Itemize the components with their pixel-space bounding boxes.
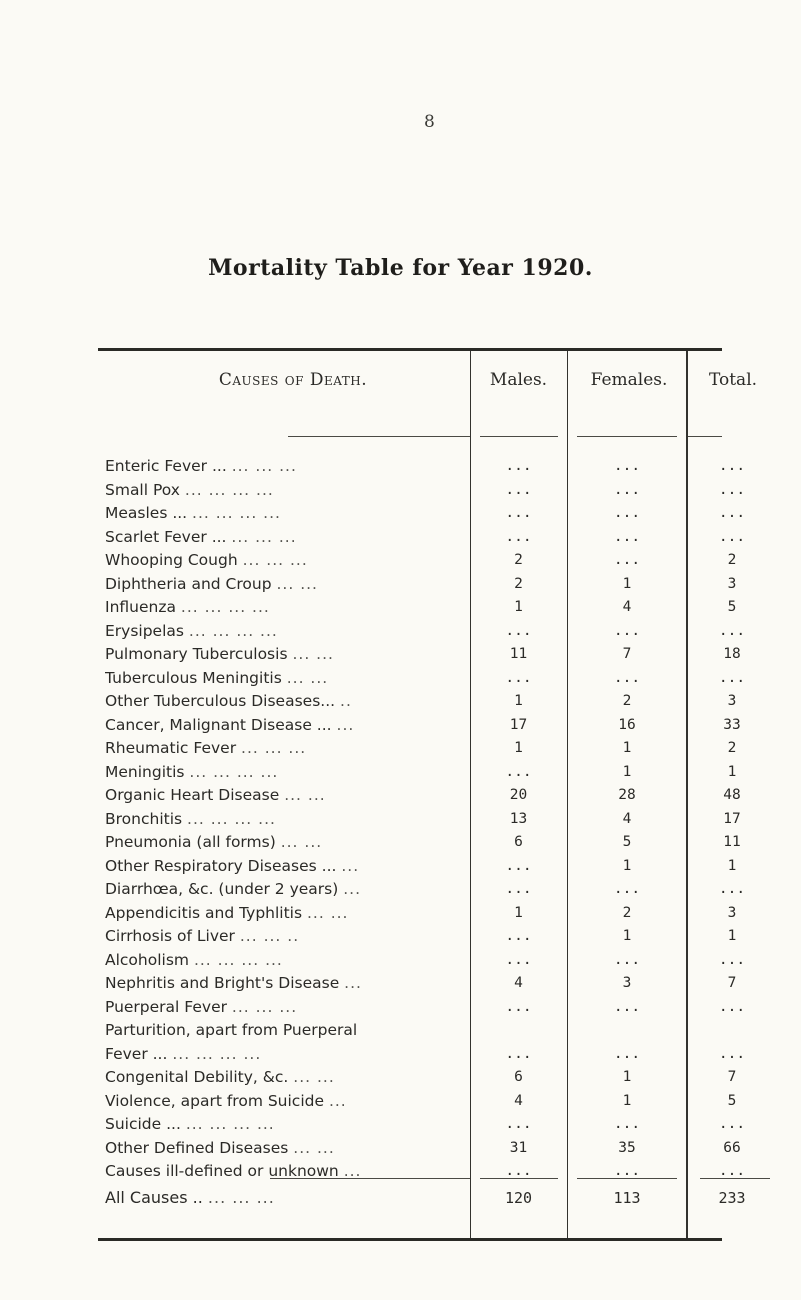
cause-label: Influenza	[105, 598, 176, 616]
header-rule-causes	[288, 436, 470, 437]
cause-cell	[105, 903, 470, 923]
females-cell: ...	[613, 669, 641, 686]
females-cell: 1	[622, 857, 632, 874]
females-cell: 5	[622, 834, 632, 850]
leader-dots: ... ... ... ...	[192, 504, 281, 522]
table-row	[0, 480, 801, 500]
total-cell: 11	[723, 834, 741, 850]
leader-dots: ... ... ... ...	[187, 809, 276, 828]
leader-dots: ...	[341, 856, 360, 875]
total-cell: 1	[727, 857, 737, 874]
cause-cell	[105, 832, 470, 852]
header-rule-females	[577, 436, 677, 437]
cause-label: Small Pox	[105, 480, 180, 499]
females-cell: 7	[622, 646, 632, 662]
total-cell: 1	[727, 763, 737, 780]
cause-cell	[105, 762, 470, 782]
leader-dots: ... ...	[307, 903, 349, 922]
cause-cell	[105, 527, 470, 547]
leader-dots: ... ... ...	[231, 997, 298, 1016]
table-row	[0, 785, 801, 805]
table-row	[0, 809, 801, 829]
cause-label: Appendicitis and Typhlitis	[105, 903, 303, 922]
females-cell: 4	[622, 810, 632, 827]
leader-dots: ... ... ...	[241, 739, 307, 757]
leader-dots: ... ... ... ...	[180, 598, 270, 616]
leader-dots: ...	[336, 715, 355, 734]
header-total: Total.	[708, 370, 758, 390]
total-cell: 66	[723, 1139, 741, 1156]
males-cell: 1	[514, 904, 523, 921]
header-females: Females.	[590, 370, 668, 390]
page-number: 8	[424, 112, 435, 132]
males-cell: ...	[505, 528, 532, 545]
females-cell: 4	[622, 599, 632, 615]
males-cell: 20	[509, 787, 528, 803]
cause-cell	[105, 1138, 470, 1158]
total-cell: ...	[718, 528, 746, 545]
total-cell: 3	[727, 575, 737, 592]
females-cell: ...	[613, 481, 641, 498]
total-cell: 18	[723, 646, 741, 662]
cause-label: Erysipelas	[105, 621, 184, 640]
total-cell: 1	[727, 928, 737, 944]
males-cell: ...	[505, 1116, 532, 1132]
males-cell: ...	[505, 763, 532, 780]
females-cell: 2	[622, 693, 632, 709]
cause-cell	[105, 691, 470, 711]
cause-label: Congenital Debility, &c.	[105, 1068, 289, 1086]
males-cell: ...	[505, 458, 532, 474]
table-row	[0, 1067, 801, 1087]
cause-label: Other Tuberculous Diseases...	[105, 692, 336, 710]
leader-dots: ... ... ... ...	[188, 621, 278, 640]
totals-row	[0, 1188, 801, 1208]
cause-label: Suicide ...	[105, 1115, 181, 1133]
cause-cell	[105, 1161, 470, 1181]
cause-label: Pulmonary Tuberculosis	[105, 645, 288, 663]
table-row	[0, 1114, 801, 1134]
header-males: Males.	[489, 370, 548, 390]
females-cell: 1	[622, 1092, 632, 1109]
cause-cell	[105, 1044, 470, 1064]
total-cell: ...	[718, 505, 746, 521]
table-row	[0, 597, 801, 617]
cause-cell	[105, 879, 470, 899]
cause-cell	[105, 973, 470, 993]
males-cell: ...	[505, 622, 532, 639]
header-causes-of-death: Causes of Death.	[218, 370, 368, 390]
females-cell: 3	[622, 975, 632, 991]
total-cell: ...	[718, 481, 746, 498]
cause-label: Enteric Fever ...	[105, 457, 227, 475]
leader-dots: ...	[344, 974, 362, 992]
leader-dots: ...	[328, 1091, 347, 1110]
cause-label: Fever ...	[105, 1044, 168, 1063]
cause-cell	[105, 715, 470, 735]
table-row	[0, 668, 801, 688]
males-cell: 11	[509, 646, 528, 662]
total-cell: 5	[727, 1092, 737, 1109]
total-cell: 33	[723, 716, 741, 733]
males-cell: ...	[505, 998, 532, 1015]
cause-cell	[105, 574, 470, 594]
leader-dots: ...	[343, 1162, 362, 1180]
table-row	[0, 456, 801, 476]
leader-dots: ..	[340, 692, 352, 710]
total-cell: ...	[718, 1116, 746, 1132]
females-cell: 35	[618, 1139, 636, 1156]
cause-label: Parturition, apart from Puerperal	[105, 1021, 358, 1039]
females-cell: ...	[613, 552, 641, 568]
males-cell: 4	[514, 1092, 523, 1109]
table-top-rule	[98, 348, 722, 351]
males-cell: ...	[505, 857, 532, 874]
table-bottom-rule	[98, 1238, 722, 1241]
table-row	[0, 691, 801, 711]
cause-cell	[105, 785, 470, 805]
cause-label: Nephritis and Bright's Disease	[105, 974, 340, 992]
cause-cell	[105, 1114, 470, 1134]
females-cell: 16	[618, 716, 636, 733]
females-cell: ...	[613, 1116, 641, 1132]
table-row	[0, 550, 801, 570]
header-rule-total	[688, 436, 722, 437]
females-cell: ...	[613, 951, 641, 968]
cause-cell	[105, 738, 470, 758]
leader-dots: ... ...	[286, 668, 329, 687]
females-cell: ...	[613, 1045, 641, 1062]
females-cell: 1	[622, 575, 632, 592]
cause-cell	[105, 997, 470, 1017]
males-cell: 6	[514, 834, 523, 850]
totals-total: 233	[718, 1189, 746, 1207]
table-row	[0, 527, 801, 547]
males-cell: ...	[505, 669, 532, 686]
males-cell: 31	[509, 1139, 528, 1156]
page-title: Mortality Table for Year 1920.	[208, 255, 593, 281]
total-cell: ...	[718, 1045, 746, 1062]
total-cell: ...	[718, 458, 746, 474]
males-cell: ...	[505, 481, 532, 498]
females-cell: 1	[622, 763, 632, 780]
leader-dots: ... ... ...	[231, 457, 297, 475]
females-cell: ...	[613, 1163, 641, 1179]
total-cell: ...	[718, 1163, 746, 1179]
cause-cell	[105, 456, 470, 476]
females-cell: ...	[613, 998, 641, 1015]
total-cell: ...	[718, 622, 746, 639]
cause-label: Diphtheria and Croup	[105, 574, 272, 593]
table-row	[0, 503, 801, 523]
cause-cell	[105, 926, 470, 946]
males-cell: 13	[509, 810, 528, 827]
females-cell: ...	[613, 528, 641, 545]
cause-cell	[105, 809, 470, 829]
males-cell: 1	[514, 599, 523, 615]
males-cell: ...	[505, 951, 532, 968]
totals-cause-label: All Causes ..	[105, 1188, 203, 1207]
leader-dots: ... ... ..	[239, 927, 300, 945]
totals-females: 113	[613, 1189, 641, 1207]
females-cell: ...	[613, 881, 641, 897]
cause-cell	[105, 668, 470, 688]
total-cell: 2	[727, 552, 737, 568]
cause-label: Meningitis	[105, 762, 185, 781]
cause-label: Tuberculous Meningitis	[105, 668, 282, 687]
males-cell: 17	[509, 716, 528, 733]
totals-leader-dots: ... ... ...	[207, 1188, 275, 1207]
females-cell: 1	[622, 740, 632, 756]
table-row	[0, 621, 801, 641]
cause-cell	[105, 621, 470, 641]
cause-label: Causes ill-defined or unknown	[105, 1162, 339, 1180]
females-cell: 2	[622, 904, 632, 921]
females-cell: ...	[613, 505, 641, 521]
males-cell: ...	[505, 505, 532, 521]
total-cell: 3	[727, 904, 737, 921]
cause-label: Cancer, Malignant Disease ...	[105, 715, 332, 734]
total-cell: ...	[718, 669, 746, 686]
total-cell: ...	[718, 998, 746, 1015]
cause-cell	[105, 597, 470, 617]
header-rule-males	[480, 436, 558, 437]
leader-dots: ... ... ... ...	[172, 1044, 262, 1063]
cause-label: Organic Heart Disease	[105, 786, 280, 804]
table-row	[0, 879, 801, 899]
table-row	[0, 926, 801, 946]
males-cell: ...	[505, 881, 532, 897]
leader-dots: ... ...	[284, 786, 326, 804]
females-cell: 1	[622, 928, 632, 944]
table-row	[0, 574, 801, 594]
leader-dots: ... ... ... ...	[185, 1115, 275, 1133]
cause-label: Rheumatic Fever	[105, 739, 237, 757]
cause-label: Other Respiratory Diseases ...	[105, 856, 337, 875]
cause-cell	[105, 856, 470, 876]
leader-dots: ...	[343, 880, 362, 898]
leader-dots: ... ... ...	[242, 551, 308, 569]
cause-cell	[105, 950, 470, 970]
leader-dots: ... ... ... ...	[184, 480, 274, 499]
totals-cause	[105, 1188, 470, 1208]
males-cell: 1	[514, 693, 523, 709]
table-row	[0, 1044, 801, 1064]
table-row	[0, 1161, 801, 1181]
table-row	[0, 1020, 801, 1040]
table-row	[0, 856, 801, 876]
table-row	[0, 973, 801, 993]
table-row	[0, 903, 801, 923]
females-cell: 28	[618, 787, 636, 803]
table-row	[0, 644, 801, 664]
cause-label: Diarrhœa, &c. (under 2 years)	[105, 880, 339, 898]
leader-dots: ... ...	[292, 645, 334, 663]
cause-cell	[105, 1020, 470, 1040]
leader-dots: ... ...	[280, 833, 323, 851]
table-row	[0, 738, 801, 758]
total-cell: ...	[718, 881, 746, 897]
cause-label: Measles ...	[105, 504, 188, 522]
cause-label: Pneumonia (all forms)	[105, 833, 276, 851]
total-cell: 3	[727, 693, 737, 709]
table-row	[0, 997, 801, 1017]
cause-cell	[105, 644, 470, 664]
leader-dots: ... ... ...	[231, 527, 297, 546]
leader-dots: ... ...	[276, 574, 318, 593]
total-cell: 7	[727, 1069, 737, 1085]
cause-label: Bronchitis	[105, 809, 183, 828]
cause-label: Puerperal Fever	[105, 997, 227, 1016]
table-row	[0, 950, 801, 970]
cause-label: Violence, apart from Suicide	[105, 1091, 325, 1110]
males-cell: 2	[514, 552, 523, 568]
cause-cell	[105, 550, 470, 570]
total-cell: 7	[727, 975, 737, 991]
total-cell: 5	[727, 599, 737, 615]
leader-dots: ... ...	[293, 1068, 335, 1086]
leader-dots: ... ... ... ...	[193, 950, 283, 969]
cause-label: Cirrhosis of Liver	[105, 927, 235, 945]
leader-dots: ... ...	[293, 1138, 335, 1157]
total-cell: 2	[727, 740, 737, 756]
totals-males: 120	[504, 1189, 533, 1207]
cause-label: Other Defined Diseases	[105, 1138, 289, 1157]
females-cell: 1	[622, 1069, 632, 1085]
males-cell: ...	[505, 1163, 532, 1179]
cause-cell	[105, 1091, 470, 1111]
total-cell: 48	[723, 787, 741, 803]
cause-label: Scarlet Fever ...	[105, 527, 227, 546]
table-row	[0, 715, 801, 735]
cause-label: Alcoholism	[105, 950, 190, 969]
males-cell: ...	[505, 1045, 532, 1062]
total-cell: ...	[718, 951, 746, 968]
males-cell: ...	[505, 928, 532, 944]
males-cell: 1	[514, 740, 523, 756]
females-cell: ...	[613, 458, 641, 474]
table-row	[0, 762, 801, 782]
males-cell: 4	[514, 975, 523, 991]
total-cell: 17	[723, 810, 741, 827]
cause-cell	[105, 1067, 470, 1087]
table-row	[0, 832, 801, 852]
cause-label: Whooping Cough	[105, 551, 238, 569]
leader-dots: ... ... ... ...	[189, 762, 279, 781]
males-cell: 2	[514, 575, 523, 592]
cause-cell	[105, 480, 470, 500]
table-row	[0, 1138, 801, 1158]
males-cell: 6	[514, 1069, 523, 1085]
cause-cell	[105, 503, 470, 523]
table-row	[0, 1091, 801, 1111]
females-cell: ...	[613, 622, 641, 639]
